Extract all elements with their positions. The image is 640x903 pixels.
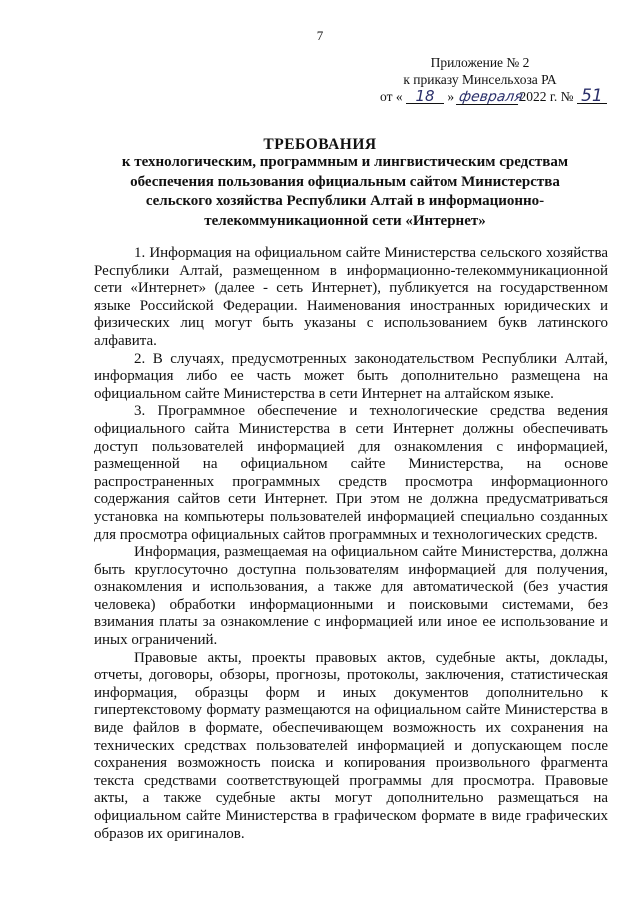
- appendix-block: [380, 54, 603, 106]
- document-title: ТРЕБОВАНИЯ: [263, 136, 377, 153]
- paragraph-3: 3. Программное обеспечение и технологические средства ведения официального сайта Министерства в сети Интернет должны обеспечивать доступ пользователей информацией для ознакомления с информацией, размещенной на официальном сайте Министерства, на основе распространенных программных средств просмотра информационного содержания сайтов сети Интернет. При этом не должна предусматриваться установка на компьютеры пользователей информацией специально созданных для просмотра официальных сайтов программных и технологических средств.: [94, 403, 608, 543]
- paragraph-5: Правовые акты, проекты правовых актов, судебные акты, доклады, отчеты, договоры, обзоры, прогнозы, протоколы, заключения, статистическая информация, образцы форм и иных документов дополнительно к гипертекстовому формату размещаются на официальном сайте Министерства в виде файлов в формате, обеспечивающем возможность их сохранения на технических средствах пользователей информацией и допускающем после сохранения возможность поиска и копирования произвольного фрагмента текста средствами соответствующей программы для просмотра. Правовые акты, а также судебные акты могут дополнительно размещаться на официальном сайте Министерства в графическом формате в виде графических образов их оригиналов.: [94, 649, 608, 842]
- document-body: [94, 245, 608, 885]
- paragraph-2: 2. В случаях, предусмотренных законодательством Республики Алтай, информация либо ее часть может быть дополнительно размещена на официальном сайте Министерства в сети Интернет на алтайском языке.: [94, 350, 608, 402]
- handwritten-month: февраля: [458, 89, 525, 105]
- document-subtitle: к технологическим, программным и лингвистическим средствам обеспечения пользования официальным сайтом Министерства сельского хозяйства Республики Алтай в информационно-телекоммуникационной сети «Интернет»: [121, 154, 569, 229]
- paragraph-4: Информация, размещаемая на официальном сайте Министерства, должна быть круглосуточно доступна пользователям информацией для получения, ознакомления и использования, а также для автоматической (без участия человека) обработки информационными и поисковыми системами, без взимания платы за ознакомление с информацией или иное ее использование и иных ограничений.: [94, 544, 608, 649]
- handwritten-day: 18: [406, 89, 444, 104]
- paragraph-1: 1. Информация на официальном сайте Министерства сельского хозяйства Республики Алтай, размещенном в информационно-телекоммуникационной сети «Интернет» (далее - сеть Интернет), публикуется на государственном языке Российской Федерации. Наименования иностранных юридических и физических лиц могут быть указаны с использованием букв латинского алфавита.: [94, 245, 608, 349]
- date-mid: »: [447, 89, 455, 104]
- handwritten-order-number: 51: [577, 89, 607, 104]
- date-prefix: от «: [380, 89, 403, 104]
- order-date-line: [380, 86, 603, 106]
- appendix-title: Приложение № 2: [430, 55, 530, 70]
- order-year: 2022 г. №: [519, 89, 574, 104]
- page-number: 7: [316, 28, 324, 43]
- order-reference: к приказу Минсельхоза РА: [403, 72, 557, 87]
